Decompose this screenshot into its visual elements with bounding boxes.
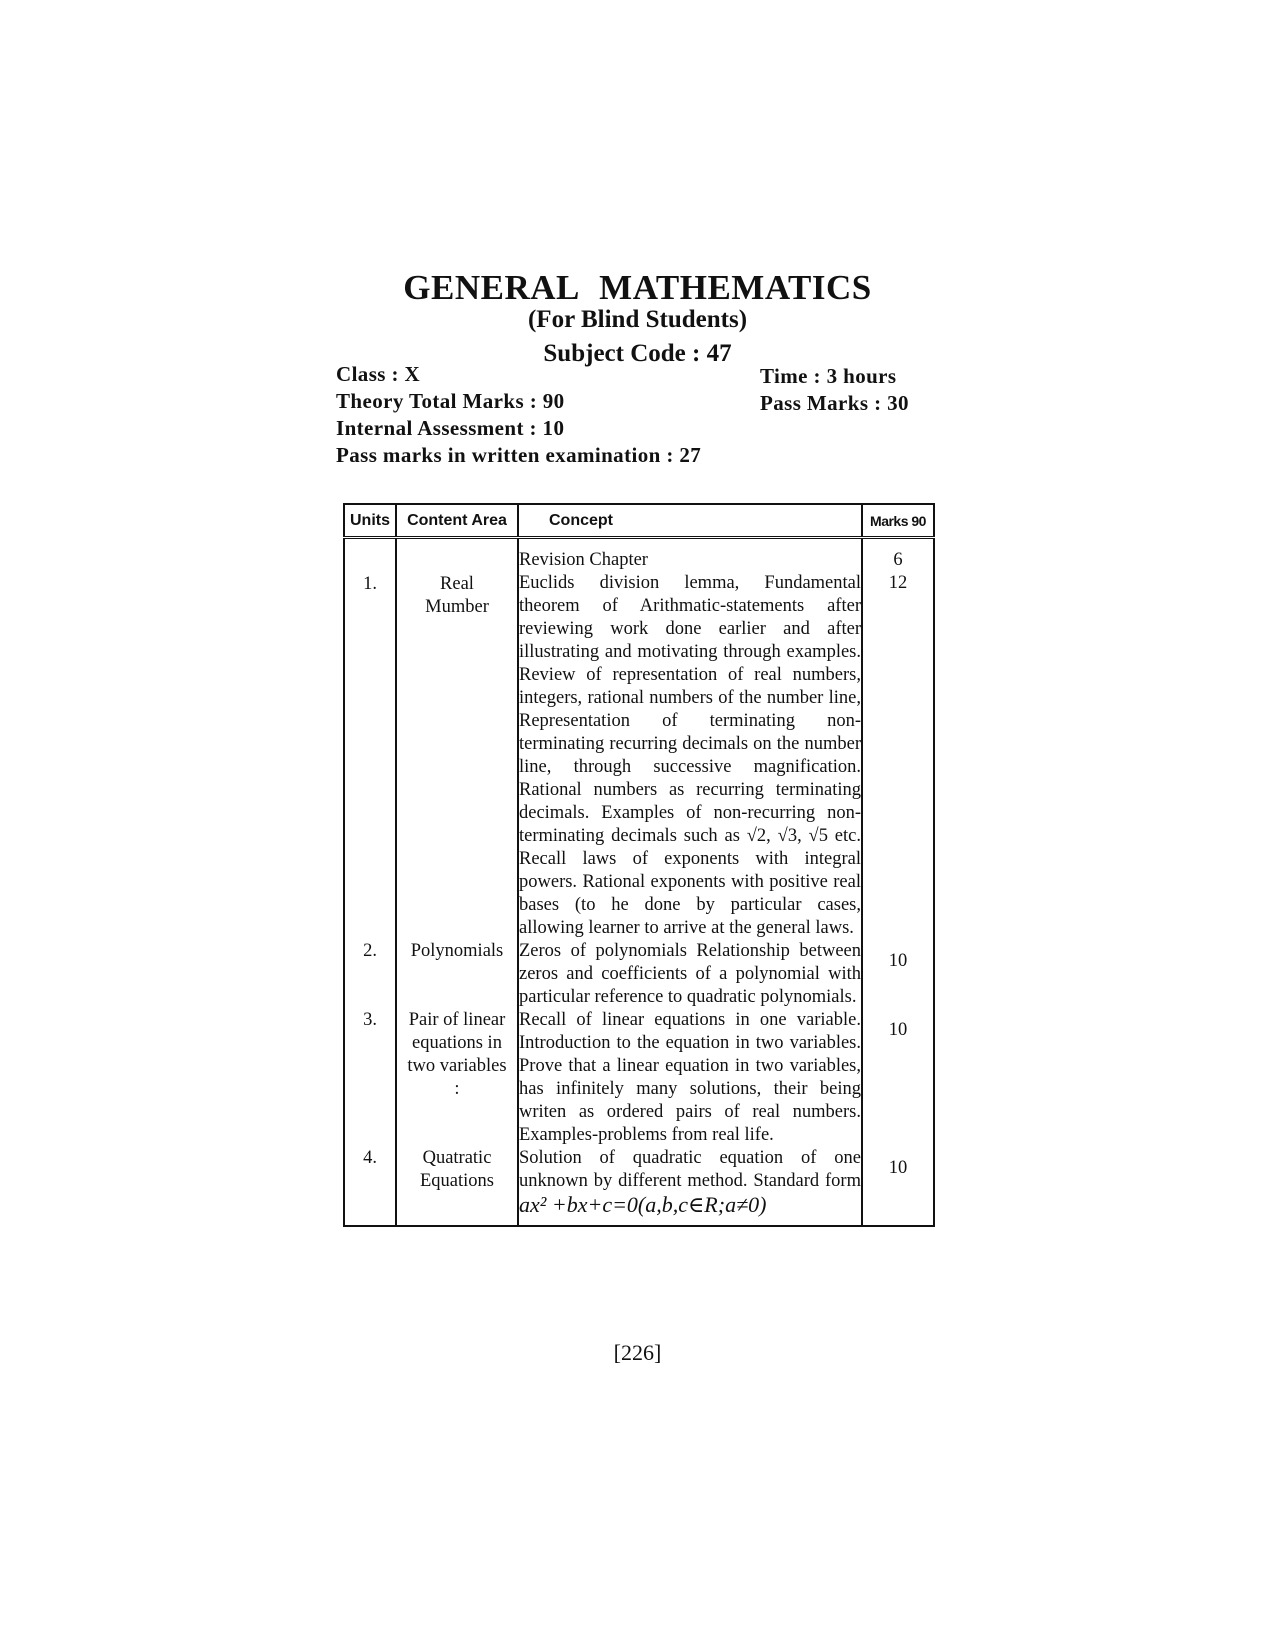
header-marks: Marks 90 <box>862 504 934 538</box>
content-area-cell <box>396 538 518 941</box>
concept-cell <box>518 940 862 1009</box>
content-area-cell <box>396 1147 518 1226</box>
unit-number: 3. <box>363 1010 377 1030</box>
concept-heading: Revision Chapter <box>519 550 648 570</box>
quadratic-formula: ax² +bx+c=0(a,b,c∈R;a≠0) <box>519 1192 767 1217</box>
content-area-line: equations in <box>412 1033 502 1053</box>
marks-cell <box>862 1147 934 1226</box>
table-row <box>344 940 934 1009</box>
concept-cell <box>518 538 862 941</box>
marks-value: 10 <box>888 1020 908 1040</box>
table-header-row <box>344 504 934 538</box>
content-area-line: : <box>454 1079 460 1099</box>
content-area-cell <box>396 940 518 1009</box>
content-area-line: Real <box>440 574 474 594</box>
header-units: Units <box>344 504 396 538</box>
concept-text: Solution of quadratic equation of one unknown by different method. Standard form <box>519 1148 861 1191</box>
pass-written-info: Pass marks in written examination : 27 <box>336 443 702 467</box>
unit-cell <box>344 538 396 941</box>
content-area-line: Mumber <box>425 597 489 617</box>
content-area-line: two variables <box>407 1056 507 1076</box>
table-row <box>344 1009 934 1147</box>
page-number: [226] <box>613 1340 662 1365</box>
table-row <box>344 1147 934 1226</box>
pass-marks-info: Pass Marks : 30 <box>760 391 909 415</box>
page-title: GENERAL MATHEMATICS <box>403 268 872 307</box>
header-content-area: Content Area <box>396 504 518 538</box>
content-area-cell <box>396 1009 518 1147</box>
marks-value: 10 <box>888 951 908 971</box>
unit-cell <box>344 940 396 1009</box>
marks-cell <box>862 538 934 941</box>
concept-cell <box>518 1009 862 1147</box>
content-area-line: Pair of linear <box>408 1010 506 1030</box>
unit-number: 4. <box>363 1148 377 1168</box>
concept-text: Euclids division lemma, Fundamental theorem of Arithmatic-statements after reviewing work done earlier and after illustrating and motivating through examples. Review of representation of real numbers, integers, rational numbers of the number line, Representation of terminating non-terminating recurring decimals on the number line, through successive magnification. Rational numbers as recurring terminating decimals. Examples of non-recurring non-terminating decimals such as √2, √3, √5 etc. Recall laws of exponents with integral powers. Rational exponents with positive real bases (to he done by particular cases, allowing learner to arrive at the general laws. <box>519 573 861 938</box>
content-area-line: Polynomials <box>410 941 504 961</box>
marks-cell <box>862 1009 934 1147</box>
syllabus-table <box>343 503 935 1227</box>
page-subtitle: (For Blind Students) <box>527 306 748 333</box>
unit-number: 2. <box>363 941 377 961</box>
content-area-line: Equations <box>420 1171 494 1191</box>
concept-cell <box>518 1147 862 1226</box>
unit-number: 1. <box>363 574 377 594</box>
content-area-line: Quatratic <box>422 1148 492 1168</box>
table-row <box>344 538 934 941</box>
marks-value: 10 <box>888 1158 908 1178</box>
internal-assessment-info: Internal Assessment : 10 <box>336 416 565 440</box>
subject-code: Subject Code : 47 <box>543 340 732 367</box>
header-concept: Concept <box>518 504 862 538</box>
time-info: Time : 3 hours <box>760 364 897 388</box>
concept-text: Recall of linear equations in one variable. Introduction to the equation in two variables. Prove that a linear equation in two variables, has infinitely many solutions, their being writen as ordered pairs of real numbers. Examples-problems from real life. <box>519 1010 861 1145</box>
class-info: Class : X <box>336 362 421 386</box>
unit-cell <box>344 1147 396 1226</box>
marks-cell <box>862 940 934 1009</box>
concept-text: Zeros of polynomials Relationship between zeros and coefficients of a polynomial with particular reference to quadratic polynomials. <box>519 941 861 1007</box>
marks-value: 6 <box>893 550 903 570</box>
theory-marks-info: Theory Total Marks : 90 <box>336 389 565 413</box>
marks-value: 12 <box>888 573 908 593</box>
unit-cell <box>344 1009 396 1147</box>
